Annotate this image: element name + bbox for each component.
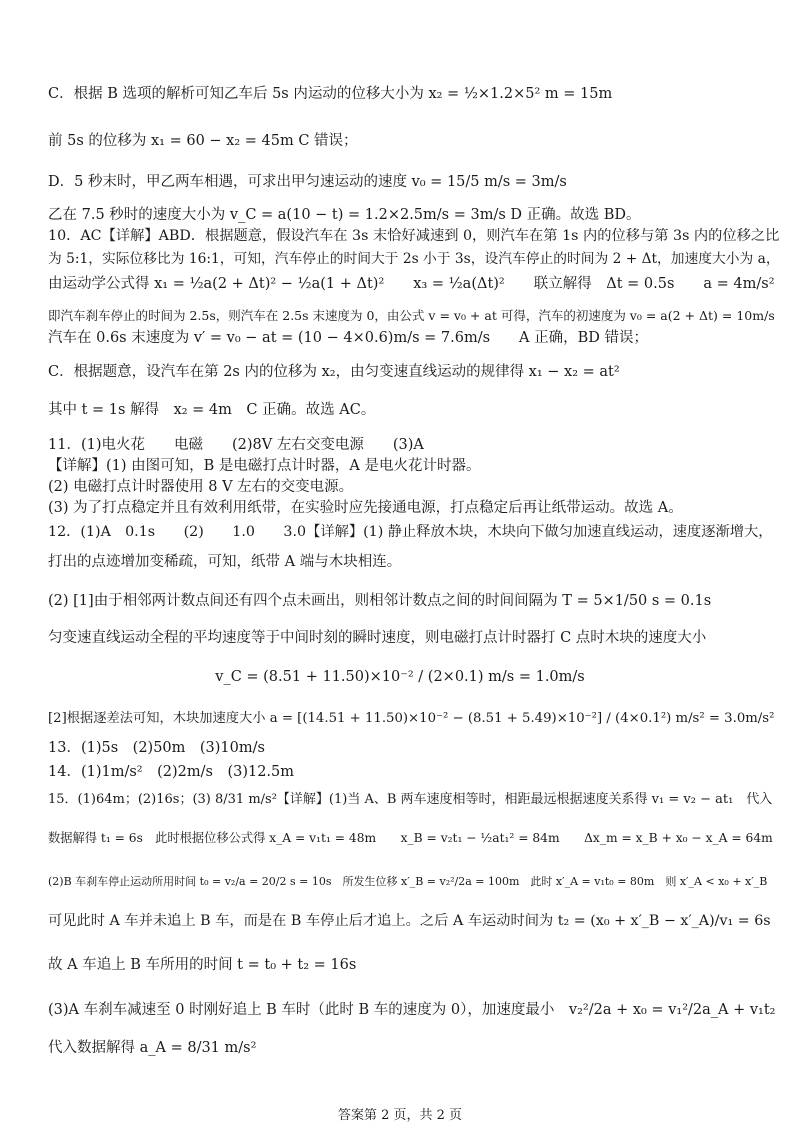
text-line: 14．(1)1m/s² (2)2m/s (3)12.5m	[48, 764, 295, 780]
text-line: 为 5:1，实际位移比为 16:1，可知，汽车停止的时间大于 2s 小于 3s，设汽车停止的时间为 2 + Δt，加速度大小为 a，	[48, 251, 780, 267]
text-line: 数据解得 t₁ = 6s 此时根据位移公式得 x_A = v₁t₁ = 48m x_B = v₂t₁ − ½at₁² = 84m Δx_m = x_B + x₀ − x_A = 64m	[48, 831, 773, 845]
text-line: (3)A 车刹车减速至 0 时刚好追上 B 车时（此时 B 车的速度为 0），加速度最小 v₂²/2a + x₀ = v₁²/2a_A + v₁t₂	[48, 1002, 776, 1018]
text-line: 13．(1)5s (2)50m (3)10m/s	[48, 740, 265, 756]
text-line: 乙在 7.5 秒时的速度大小为 v_C = a(10 − t) = 1.2×2.5m/s = 3m/s D 正确。故选 BD。	[48, 207, 641, 223]
text-line: 由运动学公式得 x₁ = ½a(2 + Δt)² − ½a(1 + Δt)² x₃ = ½a(Δt)² 联立解得 Δt = 0.5s a = 4m/s²	[48, 276, 775, 292]
text-line: 汽车在 0.6s 末速度为 v′ = v₀ − at = (10 − 4×0.6)m/s = 7.6m/s A 正确，BD 错误；	[48, 330, 649, 346]
text-line: 11．(1)电火花 电磁 (2)8V 左右交变电源 (3)A	[48, 437, 424, 453]
text-line: 故 A 车追上 B 车所用的时间 t = t₀ + t₂ = 16s	[48, 957, 357, 973]
text-line: 10．AC【详解】ABD．根据题意，假设汽车在 3s 末恰好减速到 0，则汽车在第 1s 内的位移与第 3s 内的位移之比	[48, 228, 780, 244]
text-line: 12．(1)A 0.1s (2) 1.0 3.0【详解】(1) 静止释放木块，木块向下做匀加速直线运动，速度逐渐增大，	[48, 524, 773, 540]
text-line: 15．(1)64m；(2)16s；(3) 8/31 m/s²【详解】(1)当 A、B 两车速度相等时，相距最远根据速度关系得 v₁ = v₂ − at₁ 代入	[48, 792, 773, 807]
text-line: D．5 秒末时，甲乙两车相遇，可求出甲匀速运动的速度 v₀ = 15/5 m/s = 3m/s	[48, 174, 567, 190]
text-line: 【详解】(1) 由图可知，B 是电磁打点计时器，A 是电火花计时器。	[48, 458, 481, 474]
text-line: [2]根据逐差法可知，木块加速度大小 a = [(14.51 + 11.50)×10⁻² − (8.51 + 5.49)×10⁻²] / (4×0.1²) m/s² = 3.0m/s²	[48, 711, 775, 726]
text-line: C．根据题意，设汽车在第 2s 内的位移为 x₂，由匀变速直线运动的规律得 x₁ − x₂ = at²	[48, 364, 620, 380]
formula-line: v_C = (8.51 + 11.50)×10⁻² / (2×0.1) m/s = 1.0m/s	[215, 669, 585, 685]
text-line: (3) 为了打点稳定并且有效利用纸带，在实验时应先接通电源，打点稳定后再让纸带运动。故选 A。	[48, 500, 683, 516]
text-line: C．根据 B 选项的解析可知乙车后 5s 内运动的位移大小为 x₂ = ½×1.2×5² m = 15m	[48, 86, 613, 102]
text-line: 代入数据解得 a_A = 8/31 m/s²	[48, 1040, 257, 1056]
text-line: 匀变速直线运动全程的平均速度等于中间时刻的瞬时速度，则电磁打点计时器打 C 点时木块的速度大小	[48, 630, 707, 646]
text-line: 前 5s 的位移为 x₁ = 60 − x₂ = 45m C 错误；	[48, 133, 358, 149]
text-line: 即汽车刹车停止的时间为 2.5s，则汽车在 2.5s 末速度为 0，由公式 v = v₀ + at 可得，汽车的初速度为 v₀ = a(2 + Δt) = 10m/s	[48, 308, 775, 323]
text-line: (2) [1]由于相邻两计数点间还有四个点未画出，则相邻计数点之间的时间间隔为 T = 5×1/50 s = 0.1s	[48, 593, 712, 609]
page-footer: 答案第 2 页，共 2 页	[337, 1108, 463, 1123]
text-line: 其中 t = 1s 解得 x₂ = 4m C 正确。故选 AC。	[48, 402, 376, 418]
text-line: (2) 电磁打点计时器使用 8 V 左右的交变电源。	[48, 479, 354, 495]
text-line: 打出的点迹增加变稀疏，可知，纸带 A 端与木块相连。	[48, 554, 402, 570]
text-line: (2)B 车刹车停止运动所用时间 t₀ = v₂/a = 20/2 s = 10s 所发生位移 x′_B = v₂²/2a = 100m 此时 x′_A = v₁t₀ = 80m 则 x′_A < x₀ + x′_B	[48, 875, 768, 888]
text-line: 可见此时 A 车并未追上 B 车，而是在 B 车停止后才追上。之后 A 车运动时间为 t₂ = (x₀ + x′_B − x′_A)/v₁ = 6s	[48, 913, 771, 929]
